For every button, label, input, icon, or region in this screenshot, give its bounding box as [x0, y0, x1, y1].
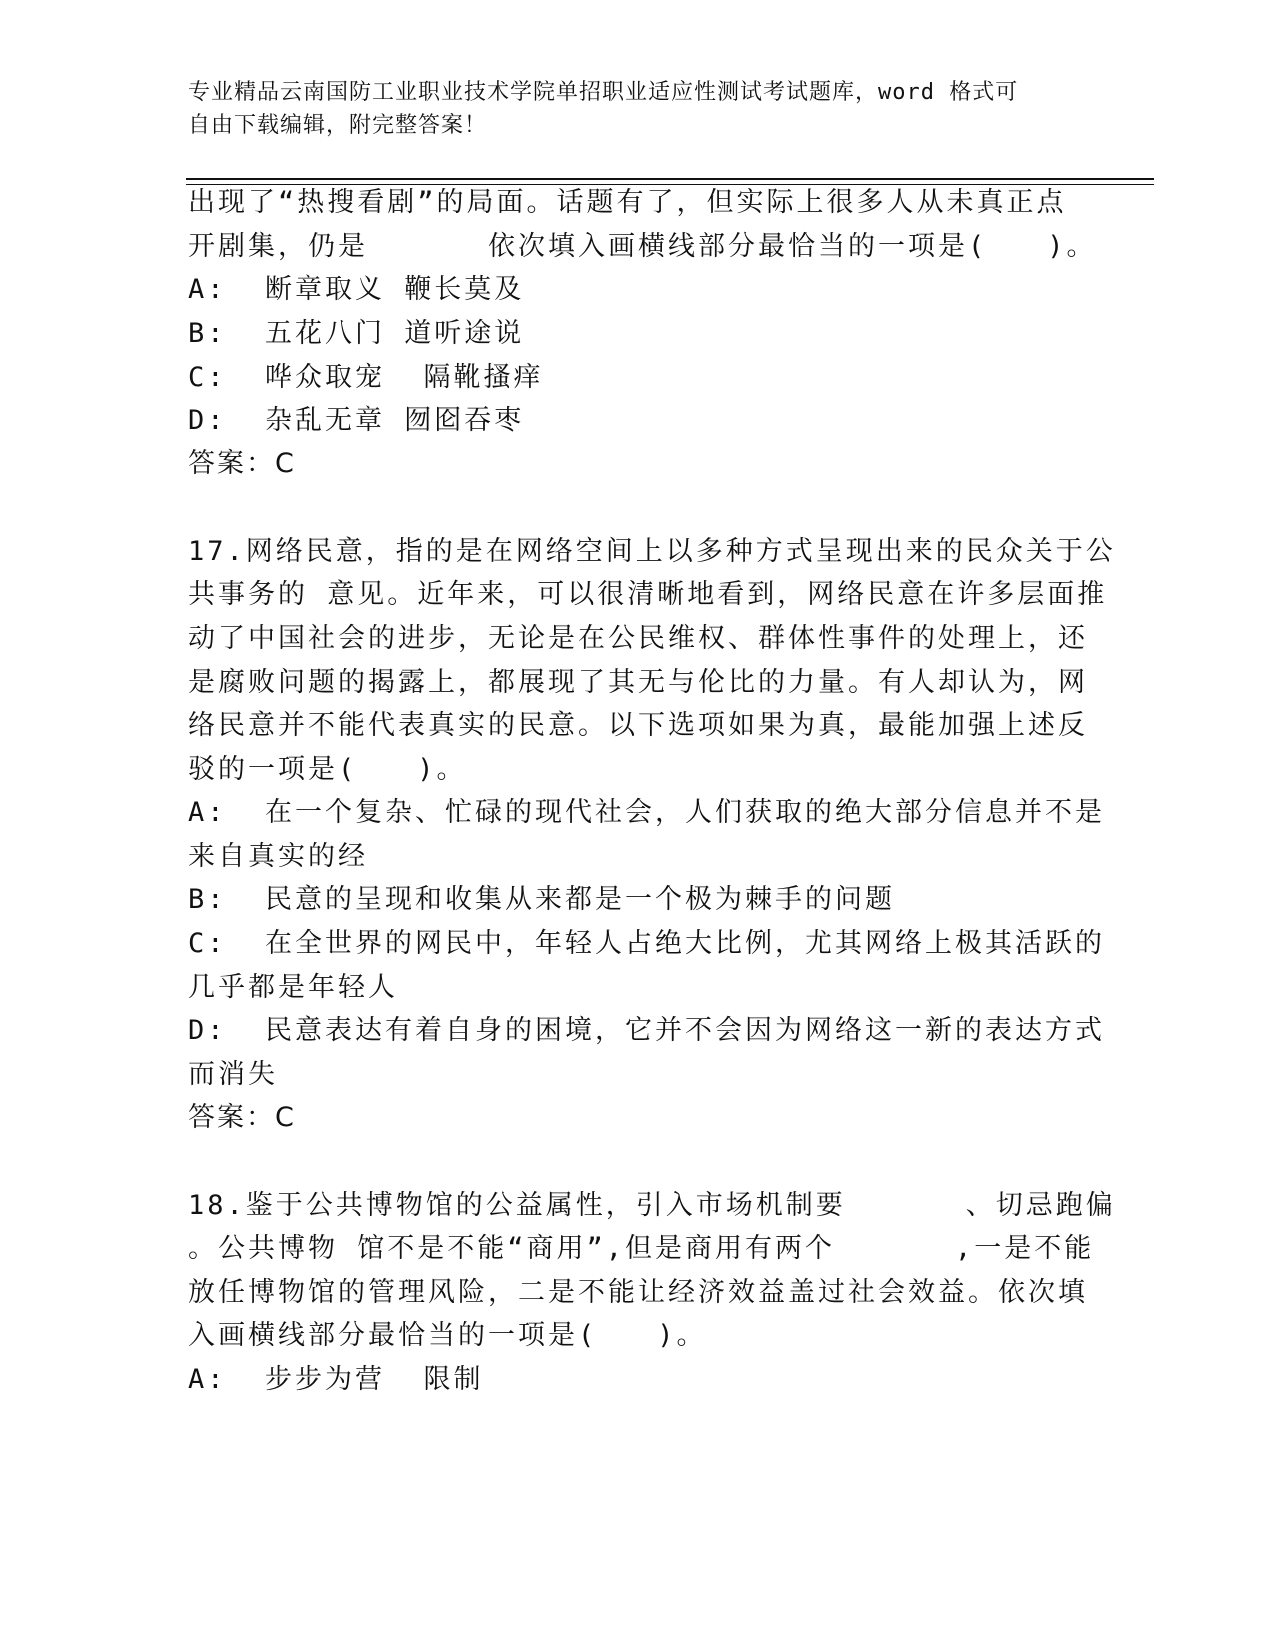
q17-option-d-line-1: D: 民意表达有着自身的困境，它并不会因为网络这一新的表达方式 [188, 1015, 1106, 1046]
q18-text-line-3: 放任博物馆的管理风险，二是不能让经济效益盖过社会效益。依次填 [188, 1277, 1088, 1308]
q16-text-line-1: 出现了“热搜看剧”的局面。话题有了，但实际上很多人从未真正点 [188, 187, 1067, 218]
q17-option-c-line-1: C: 在全世界的网民中，年轻人占绝大比例，尤其网络上极其活跃的 [188, 928, 1106, 959]
q16-option-a: A: 断章取义 鞭长莫及 [188, 274, 525, 305]
q18-text-line-1: 18.鉴于公共博物馆的公益属性，引入市场机制要 、切忌跑偏 [188, 1190, 1116, 1221]
q18-text-line-4: 入画横线部分最恰当的一项是( )。 [188, 1320, 707, 1351]
q16-option-b: B: 五花八门 道听途说 [188, 318, 525, 349]
q16-answer: 答案：C [188, 448, 296, 479]
q17-option-a-line-2: 来自真实的经 [188, 841, 368, 872]
header-rule-thick [186, 178, 1154, 180]
q16-option-c: C: 哗众取宠 隔靴搔痒 [188, 362, 544, 393]
q17-text-line-5: 络民意并不能代表真实的民意。以下选项如果为真，最能加强上述反 [188, 710, 1088, 741]
q17-option-b: B: 民意的呈现和收集从来都是一个极为棘手的问题 [188, 884, 896, 915]
q17-text-line-3: 动了中国社会的进步，无论是在公民维权、群体性事件的处理上，还 [188, 623, 1088, 654]
q17-text-line-1: 17.网络民意，指的是在网络空间上以多种方式呈现出来的民众关于公 [188, 536, 1116, 567]
header-line-2: 自由下载编辑，附完整答案！ [188, 113, 488, 138]
q17-option-c-line-2: 几乎都是年轻人 [188, 972, 398, 1003]
q17-option-a-line-1: A: 在一个复杂、忙碌的现代社会，人们获取的绝大部分信息并不是 [188, 797, 1106, 828]
q17-option-d-line-2: 而消失 [188, 1059, 278, 1090]
q18-text-line-2: 。公共博物 馆不是不能“商用”,但是商用有两个 ,一是不能 [188, 1233, 1095, 1264]
header-line-1: 专业精品云南国防工业职业技术学院单招职业适应性测试考试题库，word 格式可 [188, 80, 1019, 105]
q18-option-a: A: 步步为营 限制 [188, 1364, 484, 1395]
q17-answer: 答案：C [188, 1102, 296, 1133]
q16-option-d: D: 杂乱无章 囫囵吞枣 [188, 405, 525, 436]
q16-text-line-2: 开剧集，仍是 依次填入画横线部分最恰当的一项是( )。 [188, 231, 1097, 262]
q17-text-line-4: 是腐败问题的揭露上，都展现了其无与伦比的力量。有人却认为，网 [188, 667, 1088, 698]
page-header [188, 76, 1088, 142]
header-rule-thin [186, 184, 1154, 185]
q17-text-line-6: 驳的一项是( )。 [188, 754, 467, 785]
q17-text-line-2: 共事务的 意见。近年来，可以很清晰地看到，网络民意在许多层面推 [188, 579, 1108, 610]
